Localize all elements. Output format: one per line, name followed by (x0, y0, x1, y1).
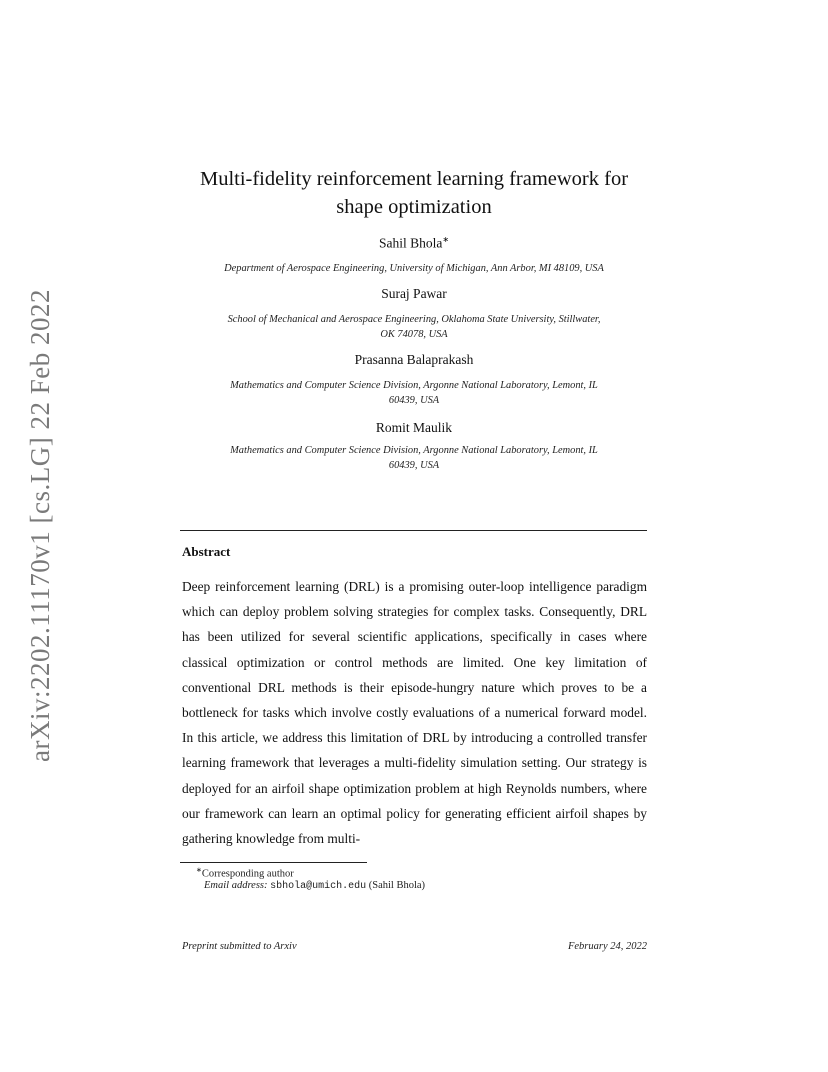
footnote-rule (180, 862, 367, 863)
footnote-corresponding: ∗Corresponding author (196, 866, 294, 880)
paper-title (180, 165, 648, 221)
author-name-2: Suraj Pawar (381, 286, 447, 301)
corresponding-author-mark: ∗ (442, 235, 450, 244)
abstract-body: Deep reinforcement learning (DRL) is a promising outer-loop intelligence paradigm which can deploy problem solving strategies for complex tasks. Consequently, DRL has been utilized for several scientific applications, specifically in cases where classical optimization or control methods are limited. One key limitation of conventional DRL methods is their episode-hungry nature which proves to be a bottleneck for tasks which involve costly evaluations of a numerical forward model. In this article, we address this limitation of DRL by introducing a controlled transfer learning framework that leverages a multi-fidelity simulation setting. Our strategy is deployed for an airfoil shape optimization problem at high Reynolds numbers, where our framework can learn an optimal policy for generating efficient airfoil shapes by gathering knowledge from multi- (182, 579, 647, 847)
author-name-1: Sahil Bhola∗ (378, 235, 450, 251)
arxiv-identifier-text: arXiv:2202.11170v1 [cs.LG] 22 Feb 2022 (24, 288, 55, 762)
author-affiliation-2: School of Mechanical and Aerospace Engineering, Oklahoma State University, Stillwater, OK 74078, USA (227, 314, 601, 340)
arxiv-identifier-stamp (20, 290, 60, 760)
preprint-date: February 24, 2022 (567, 941, 647, 952)
title-line-2: shape optimization (336, 196, 492, 218)
preprint-note: Preprint submitted to Arxiv (182, 941, 297, 952)
author-affiliation-4: Mathematics and Computer Science Division, Argonne National Laboratory, Lemont, IL 60439, USA (230, 445, 598, 471)
author-affiliation-1: Department of Aerospace Engineering, University of Michigan, Ann Arbor, MI 48109, USA (224, 263, 604, 274)
author-name-4: Romit Maulik (375, 420, 453, 435)
abstract-heading: Abstract (182, 544, 231, 559)
email-address-link[interactable]: sbhola@umich.edu (270, 881, 367, 892)
abstract-top-rule (180, 530, 647, 531)
footnote-email: Email address: sbhola@umich.edu (Sahil Bhola) (204, 880, 426, 892)
title-line-1: Multi-fidelity reinforcement learning framework for (199, 168, 629, 190)
author-affiliation-3: Mathematics and Computer Science Division, Argonne National Laboratory, Lemont, IL 60439, USA (230, 380, 598, 406)
author-name-3: Prasanna Balaprakash (354, 352, 474, 367)
